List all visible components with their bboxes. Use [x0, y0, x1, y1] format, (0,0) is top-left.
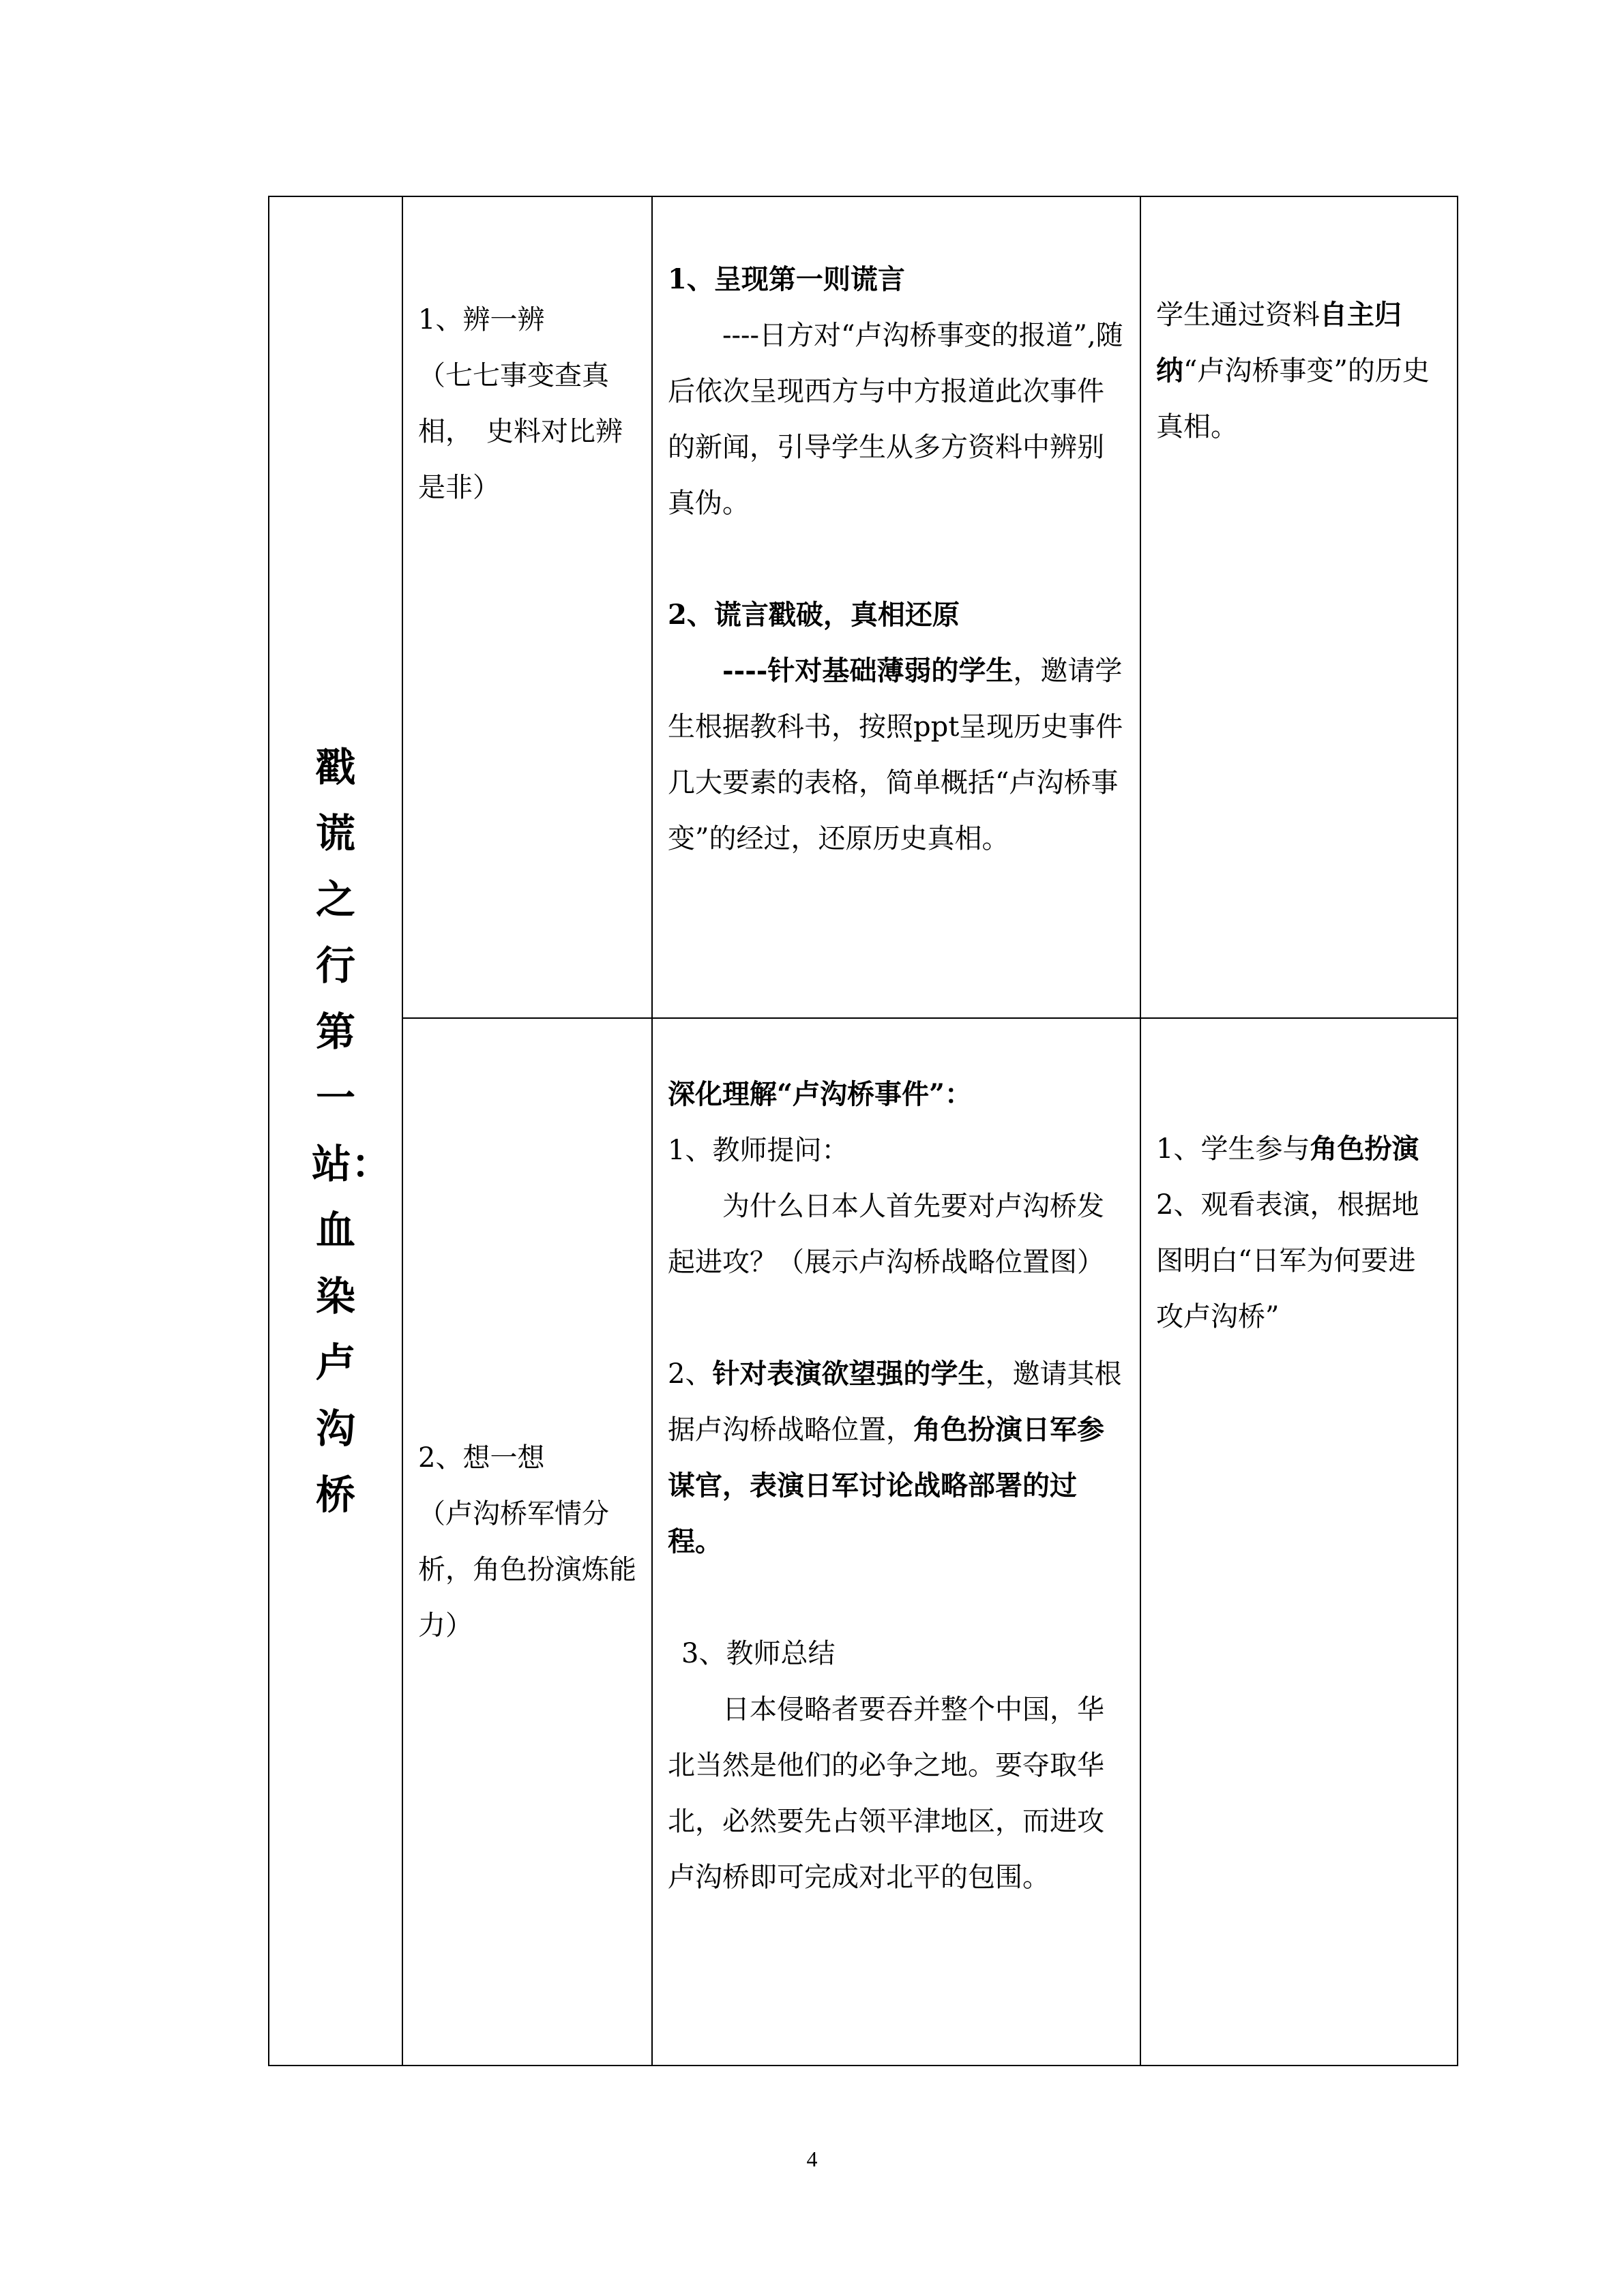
teacher-activity-cell — [652, 196, 1140, 1018]
body-text: ，邀请学生根据教科书，按照ppt呈现历史事件几大要素的表格，简单概括“卢沟桥事变”的经过，还原历史真相。 — [668, 655, 1123, 854]
student-line: 2、观看表演，根据地图明白“日军为何要进攻卢沟桥” — [1156, 1189, 1419, 1332]
activity-text — [403, 197, 651, 516]
step-body — [668, 643, 1125, 867]
body-text: 学生通过资料 — [1156, 299, 1320, 331]
page-number: 4 — [806, 2147, 818, 2171]
body-text: 2、 — [668, 1358, 713, 1390]
activity-title: 2、想一想 — [418, 1442, 545, 1474]
activity-title: 1、辨一辨 — [418, 304, 545, 336]
student-activity-text — [1141, 1019, 1457, 1345]
step-heading: 2、谎言戳破，真相还原 — [668, 599, 960, 631]
body-text: ，邀请其根据卢沟桥战略位置， — [668, 1358, 1122, 1446]
lesson-plan-table — [268, 196, 1458, 2066]
student-line — [1156, 287, 1442, 455]
activity-note: （卢沟桥军情分析，角色扮演炼能力） — [418, 1498, 636, 1641]
teacher-activity-cell — [652, 1018, 1140, 2066]
section-title: 戳谎之行第一站：血染卢沟桥 — [312, 743, 392, 1518]
student-activity-cell — [1140, 1018, 1458, 2066]
emphasis-text: 角色扮演日军参谋官，表演日军讨论战略部署的过程。 — [668, 1414, 1104, 1557]
activity-cell — [402, 1018, 652, 2066]
step-body: ----日方对“卢沟桥事变的报道”,随后依次呈现西方与中方报道此次事件的新闻，引导学生从多方资料中辨别真伪。 — [668, 320, 1123, 519]
step-body: 日本侵略者要吞并整个中国，华北当然是他们的必争之地。要夺取华北，必然要先占领平津地区，而进攻卢沟桥即可完成对北平的包围。 — [668, 1694, 1104, 1893]
table-row — [269, 196, 1458, 1018]
activity-cell — [402, 196, 652, 1018]
teacher-activity-text — [653, 1019, 1140, 1905]
student-line — [1156, 1121, 1442, 1177]
body-text: 1、学生参与 — [1156, 1133, 1310, 1165]
table-row — [269, 1018, 1458, 2066]
emphasis-text: ----针对基础薄弱的学生 — [722, 655, 1014, 687]
activity-text — [403, 1430, 651, 1654]
section-title-cell — [269, 196, 402, 2066]
step-label: 3、教师总结 — [681, 1638, 836, 1669]
step-body — [668, 1346, 1125, 1570]
student-activity-text — [1141, 197, 1457, 455]
emphasis-text: 角色扮演 — [1310, 1133, 1419, 1165]
teacher-activity-text — [653, 197, 1140, 867]
emphasis-text: 针对表演欲望强的学生 — [712, 1358, 986, 1390]
body-text: “卢沟桥事变”的历史真相。 — [1156, 355, 1430, 443]
step-heading: 1、呈现第一则谎言 — [668, 263, 905, 295]
step-body: 为什么日本人首先要对卢沟桥发起进攻？（展示卢沟桥战略位置图） — [668, 1191, 1104, 1278]
step-label: 1、教师提问： — [668, 1135, 849, 1166]
emphasis-text: 自主归纳 — [1156, 299, 1402, 387]
step-heading: 深化理解“卢沟桥事件”： — [668, 1078, 973, 1110]
student-activity-cell — [1140, 196, 1458, 1018]
activity-note: （七七事变查真相， 史料对比辨是非） — [418, 360, 623, 503]
